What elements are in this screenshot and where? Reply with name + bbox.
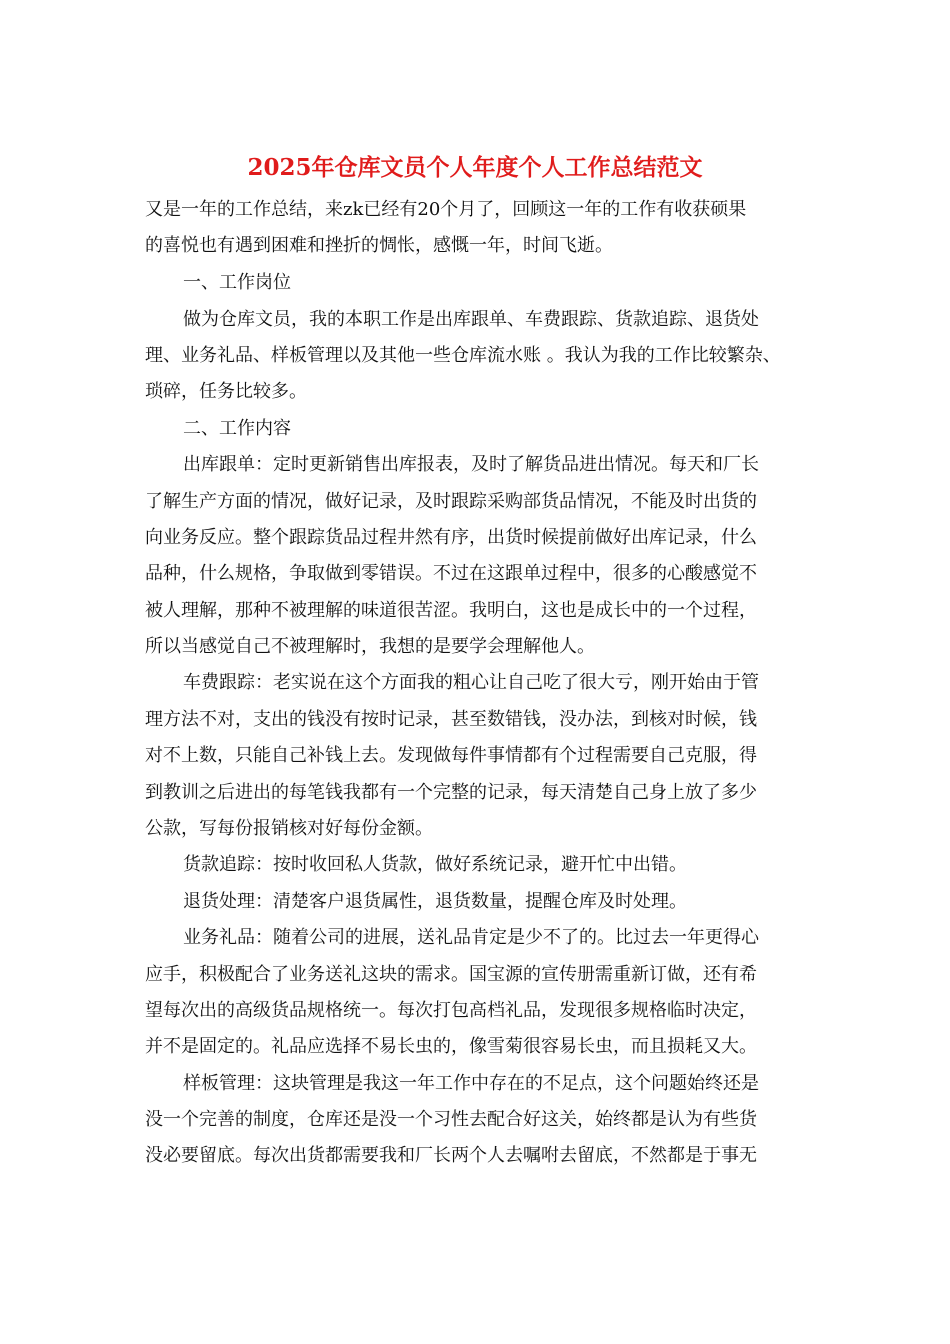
paragraph-line: 没一个完善的制度，仓库还是没一个习性去配合好这关，始终都是认为有些货 <box>145 1109 757 1130</box>
paragraph-line: 并不是固定的。礼品应选择不易长虫的，像雪菊很容易长虫，而且损耗又大。 <box>145 1036 757 1057</box>
paragraph-line: 琐碎，任务比较多。 <box>145 381 307 402</box>
paragraph-line: 望每次出的高级货品规格统一。每次打包高档礼品，发现很多规格临时决定， <box>145 1000 757 1021</box>
document-title: 2025年仓库文员个人年度个人工作总结范文 <box>247 154 703 181</box>
paragraph-line: 所以当感觉自己不被理解时，我想的是要学会理解他人。 <box>145 636 595 657</box>
paragraph-line: 样板管理：这块管理是我这一年工作中存在的不足点，这个问题始终还是 <box>183 1073 759 1094</box>
paragraph-line: 做为仓库文员，我的本职工作是出库跟单、车费跟踪、货款追踪、退货处 <box>183 309 759 330</box>
section-heading: 一、工作岗位 <box>183 272 291 293</box>
paragraph-line: 业务礼品：随着公司的进展，送礼品肯定是少不了的。比过去一年更得心 <box>183 927 759 948</box>
paragraph-line: 理、业务礼品、样板管理以及其他一些仓库流水账 。我认为我的工作比较繁杂、 <box>145 345 781 366</box>
paragraph-line: 退货处理：清楚客户退货属性，退货数量，提醒仓库及时处理。 <box>183 891 687 912</box>
paragraph-line: 应手，积极配合了业务送礼这块的需求。国宝源的宣传册需重新订做，还有希 <box>145 964 757 985</box>
paragraph-line: 品种，什么规格，争取做到零错误。不过在这跟单过程中，很多的心酸感觉不 <box>145 563 757 584</box>
paragraph-line: 货款追踪：按时收回私人货款，做好系统记录，避开忙中出错。 <box>183 854 687 875</box>
paragraph-line: 到教训之后进出的每笔钱我都有一个完整的记录，每天清楚自己身上放了多少 <box>145 782 757 803</box>
section-heading: 二、工作内容 <box>183 418 291 439</box>
paragraph-line: 被人理解，那种不被理解的味道很苦涩。我明白，这也是成长中的一个过程， <box>145 600 757 621</box>
paragraph-line: 向业务反应。整个跟踪货品过程井然有序，出货时候提前做好出库记录，什么 <box>145 527 757 548</box>
paragraph-line: 公款，写每份报销核对好每份金额。 <box>145 818 433 839</box>
paragraph-line: 又是一年的工作总结，来zk已经有20个月了，回顾这一年的工作有收获硕果 <box>145 199 747 220</box>
paragraph-line: 对不上数，只能自己补钱上去。发现做每件事情都有个过程需要自己克服，得 <box>145 745 757 766</box>
paragraph-line: 没必要留底。每次出货都需要我和厂长两个人去嘱咐去留底，不然都是于事无 <box>145 1145 757 1166</box>
paragraph-line: 出库跟单：定时更新销售出库报表，及时了解货品进出情况。每天和厂长 <box>183 454 759 475</box>
paragraph-line: 理方法不对，支出的钱没有按时记录，甚至数错钱，没办法，到核对时候，钱 <box>145 709 757 730</box>
paragraph-line: 的喜悦也有遇到困难和挫折的惆怅，感慨一年，时间飞逝。 <box>145 235 613 256</box>
paragraph-line: 车费跟踪：老实说在这个方面我的粗心让自己吃了很大亏，刚开始由于管 <box>183 672 759 693</box>
paragraph-line: 了解生产方面的情况，做好记录，及时跟踪采购部货品情况，不能及时出货的 <box>145 491 757 512</box>
